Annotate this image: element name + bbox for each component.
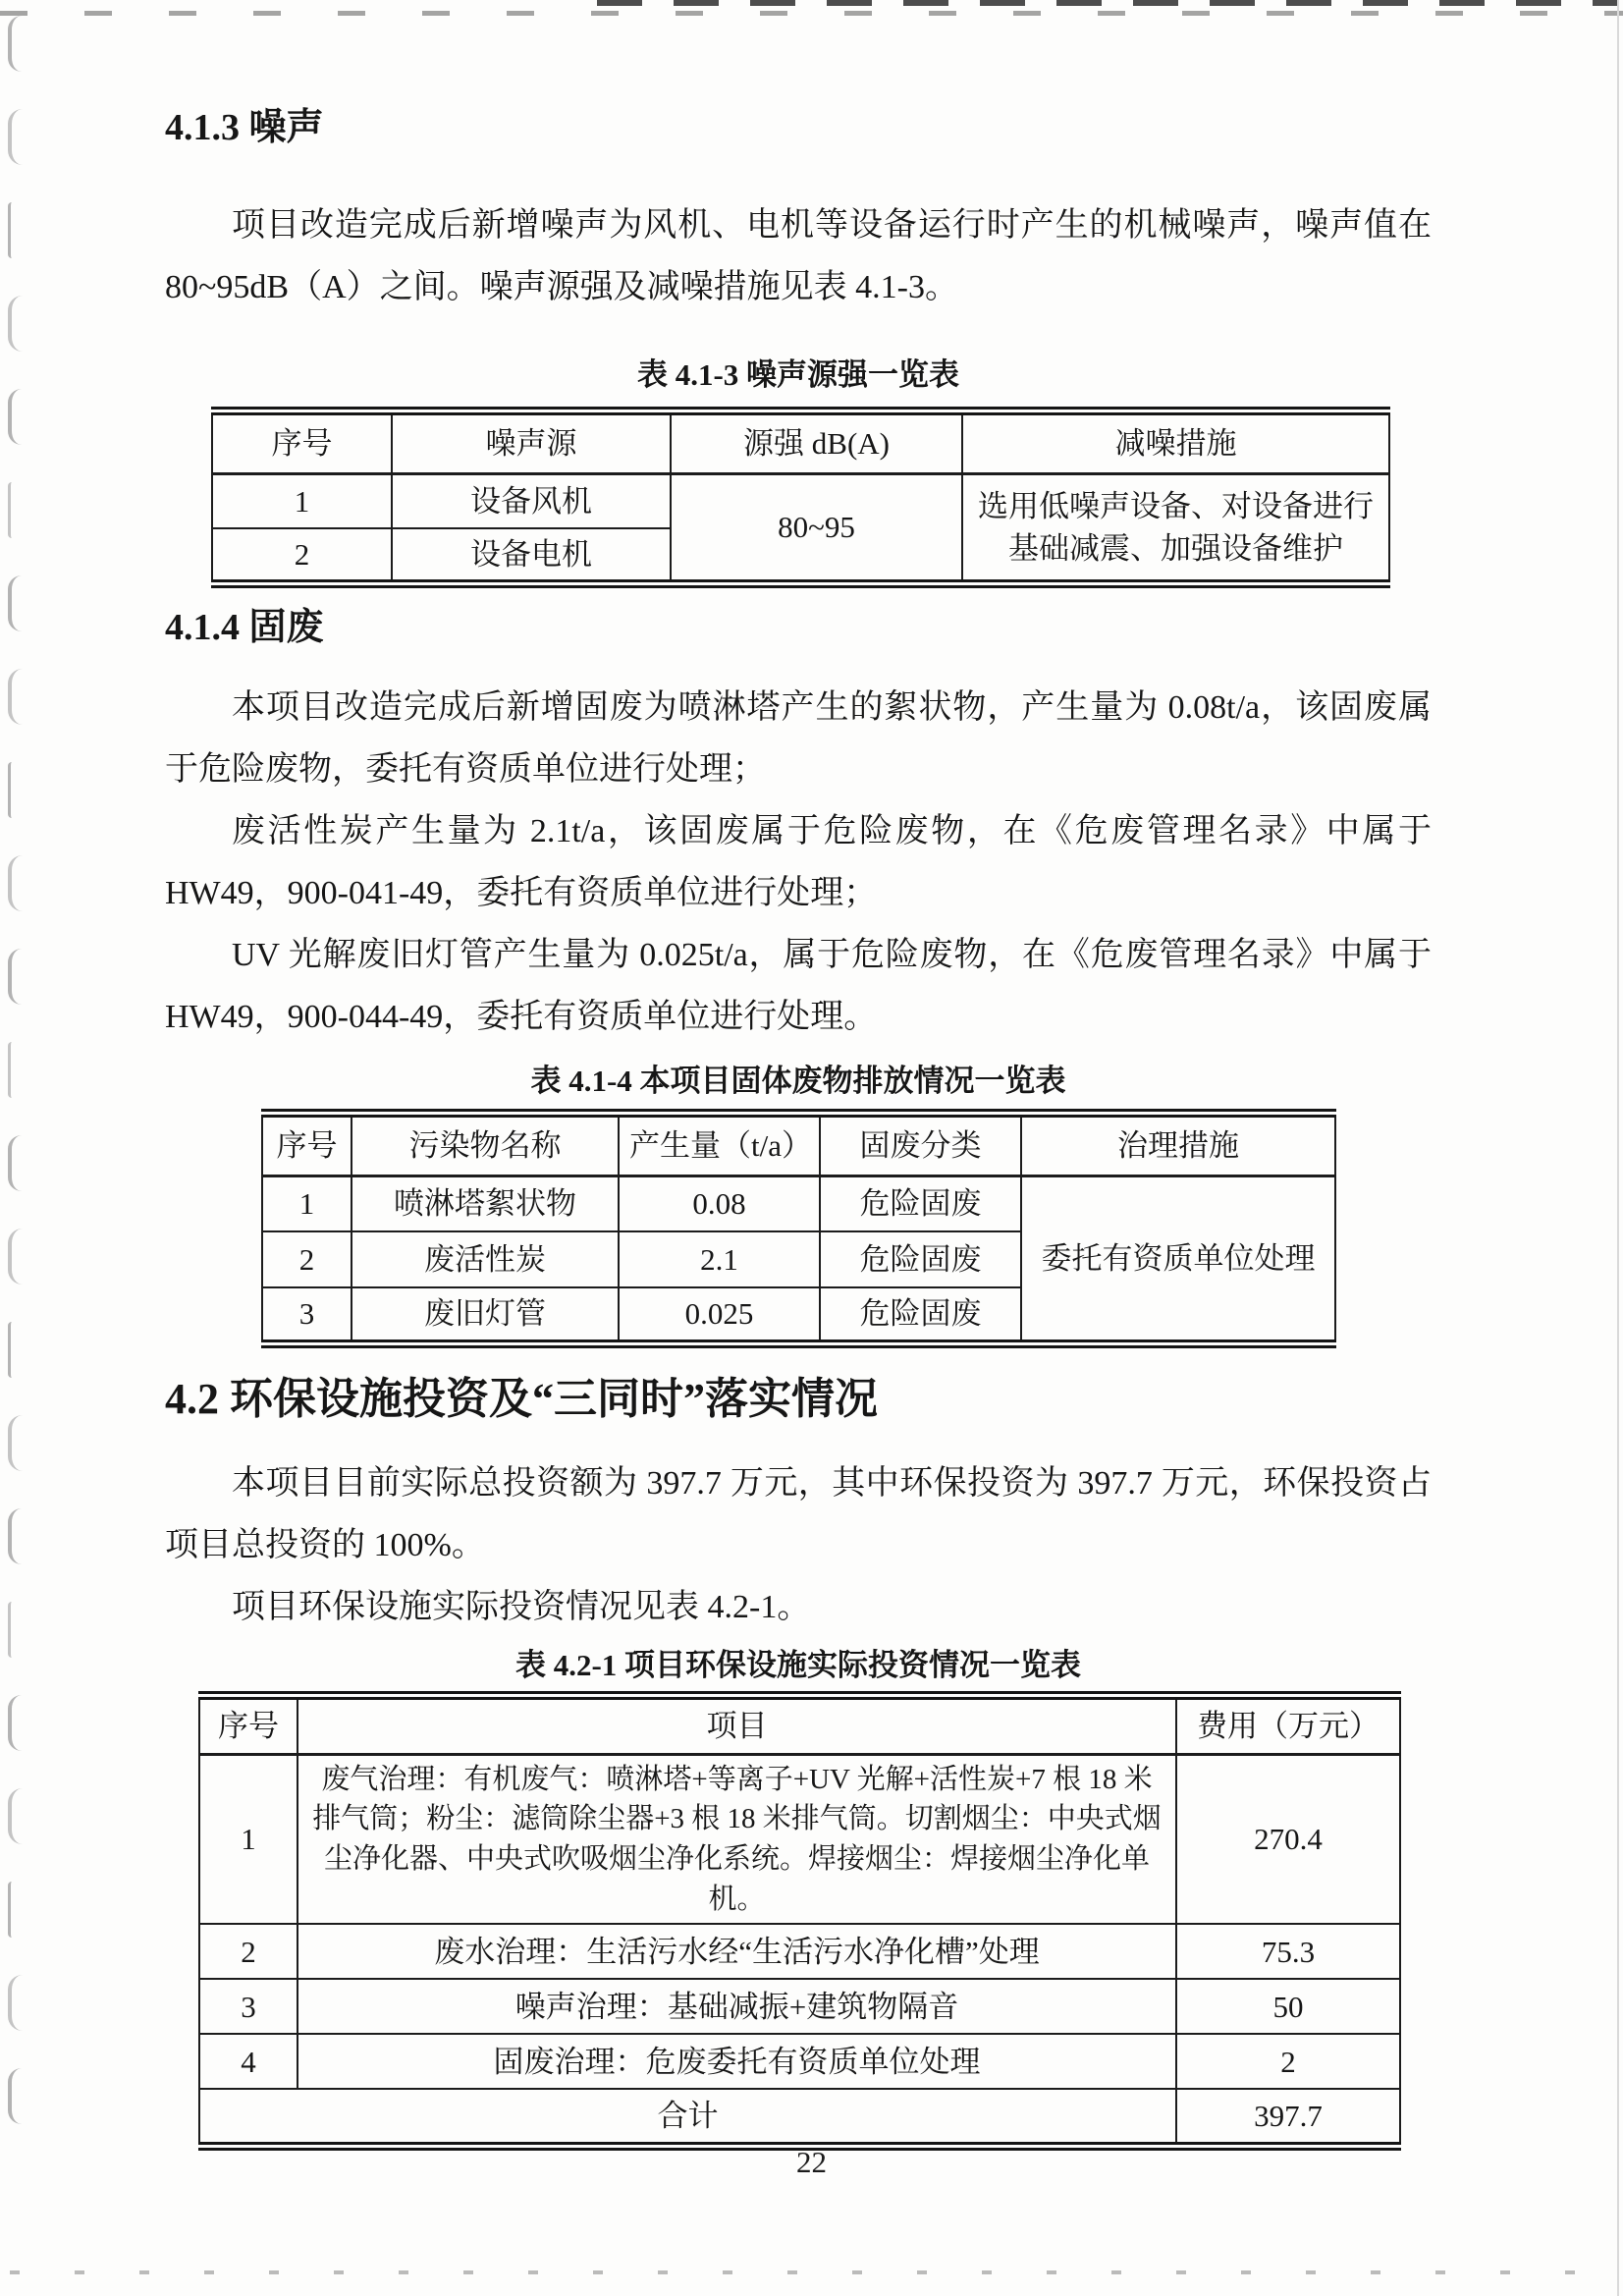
cell-total-label: 合计 [199,2089,1176,2146]
cell-category: 危险固废 [820,1231,1021,1287]
scan-binding-marks [8,16,35,2161]
cell-no: 2 [212,528,392,584]
cell-pollutant: 废活性炭 [352,1231,619,1287]
cell-item: 噪声治理：基础减振+建筑物隔音 [298,1979,1176,2034]
scan-artifact-right-edge [1617,0,1619,2296]
paragraph-investment-1: 本项目目前实际总投资额为 397.7 万元，其中环保投资为 397.7 万元，环保投资占项目总投资的 100%。 [165,1464,1432,1563]
cell-strength: 80~95 [671,474,962,584]
column-header: 治理措施 [1021,1113,1335,1175]
table-row [199,1695,1400,1754]
scan-binding-mark [8,482,23,538]
cell-cost: 75.3 [1176,1924,1400,1979]
cell-measure: 选用低噪声设备、对设备进行基础减震、加强设备维护 [962,474,1389,584]
scan-binding-mark [8,296,23,352]
paragraph-solid-waste-3: UV 光解废旧灯管产生量为 0.025t/a，属于危险废物，在《危废管理名录》中属于 HW49，900-044-49，委托有资质单位进行处理。 [165,936,1432,1035]
table-row [199,1754,1400,1924]
scan-binding-mark [8,1695,23,1751]
cell-pollutant: 喷淋塔絮状物 [352,1175,619,1231]
table-row [262,1113,1335,1175]
column-header: 序号 [199,1695,298,1754]
scan-binding-mark [8,762,23,818]
table-noise-caption: 表 4.1-3 噪声源强一览表 [636,357,960,392]
cell-no: 3 [262,1287,352,1343]
column-header: 减噪措施 [962,411,1389,474]
cell-cost: 50 [1176,1979,1400,2034]
cell-no: 1 [212,474,392,528]
table-noise-sources [211,407,1390,588]
cell-pollutant: 废旧灯管 [352,1287,619,1343]
column-header: 序号 [262,1113,352,1175]
cell-item: 废气治理：有机废气：喷淋塔+等离子+UV 光解+活性炭+7 根 18 米排气筒；粉尘：滤筒除尘器+3 根 18 米排气筒。切割烟尘：中央式烟尘净化器、中央式吹吸烟尘净化系统。焊接烟尘：焊接烟尘净化单机。 [298,1754,1176,1924]
scan-binding-mark [8,1508,23,1564]
cell-no: 2 [262,1231,352,1287]
scan-binding-mark [8,575,23,631]
table-row [199,1979,1400,2034]
cell-no: 4 [199,2034,298,2089]
scan-binding-mark [8,1788,23,1844]
column-header: 污染物名称 [352,1113,619,1175]
scan-binding-mark [8,1322,23,1378]
paragraph-solid-waste-1: 本项目改造完成后新增固废为喷淋塔产生的絮状物，产生量为 0.08t/a，该固废属于危险废物，委托有资质单位进行处理； [165,688,1432,788]
column-header: 源强 dB(A) [671,411,962,474]
scan-binding-mark [8,1229,23,1285]
scan-binding-mark [8,1882,23,1938]
cell-amount: 0.025 [619,1287,820,1343]
column-header: 产生量（t/a） [619,1113,820,1175]
paragraph-investment-2: 项目环保设施实际投资情况见表 4.2-1。 [232,1588,811,1625]
table-solid-waste-caption: 表 4.1-4 本项目固体废物排放情况一览表 [530,1063,1066,1098]
table-row [199,2034,1400,2089]
page-number: 22 [796,2145,827,2179]
heading-4-1-3-noise: 4.1.3 噪声 [165,107,324,148]
table-total-row [199,2089,1400,2146]
scan-binding-mark [8,1042,23,1098]
cell-amount: 0.08 [619,1175,820,1231]
cell-source: 设备电机 [392,528,671,584]
table-row [212,411,1389,474]
page-content [165,0,1432,2151]
heading-4-1-4-solid-waste: 4.1.4 固废 [165,606,324,648]
table-solid-waste [261,1109,1336,1348]
cell-total-value: 397.7 [1176,2089,1400,2146]
paragraph-noise: 项目改造完成后新增噪声为风机、电机等设备运行时产生的机械噪声，噪声值在 80~95dB（A）之间。噪声源强及减噪措施见表 4.1-3。 [165,207,1432,305]
cell-category: 危险固废 [820,1287,1021,1343]
cell-treatment: 委托有资质单位处理 [1021,1175,1335,1343]
scan-binding-mark [8,202,23,258]
scan-binding-mark [8,669,23,725]
cell-no: 3 [199,1979,298,2034]
column-header: 序号 [212,411,392,474]
scan-binding-mark [8,949,23,1005]
table-row [212,474,1389,528]
heading-4-2-investment: 4.2 环保设施投资及“三同时”落实情况 [165,1374,878,1423]
cell-item: 废水治理：生活污水经“生活污水净化槽”处理 [298,1924,1176,1979]
cell-amount: 2.1 [619,1231,820,1287]
scan-artifact-bottom-dashes [10,2270,1613,2274]
scan-binding-mark [8,1135,23,1191]
table-row [199,1924,1400,1979]
cell-no: 2 [199,1924,298,1979]
cell-item: 固废治理：危废委托有资质单位处理 [298,2034,1176,2089]
cell-cost: 270.4 [1176,1754,1400,1924]
scan-binding-mark [8,16,23,72]
scan-binding-mark [8,1602,23,1658]
scan-binding-mark [8,855,23,911]
column-header: 费用（万元） [1176,1695,1400,1754]
column-header: 固废分类 [820,1113,1021,1175]
scan-binding-mark [8,2068,23,2124]
scan-binding-mark [8,1415,23,1471]
table-investment [198,1691,1401,2151]
cell-category: 危险固废 [820,1175,1021,1231]
table-row [262,1175,1335,1231]
cell-source: 设备风机 [392,474,671,528]
scan-binding-mark [8,109,23,165]
cell-no: 1 [199,1754,298,1924]
column-header: 噪声源 [392,411,671,474]
table-investment-caption: 表 4.2-1 项目环保设施实际投资情况一览表 [514,1647,1082,1682]
cell-cost: 2 [1176,2034,1400,2089]
column-header: 项目 [298,1695,1176,1754]
scan-binding-mark [8,389,23,445]
scan-binding-mark [8,1975,23,2031]
cell-no: 1 [262,1175,352,1231]
paragraph-solid-waste-2: 废活性炭产生量为 2.1t/a，该固废属于危险废物，在《危废管理名录》中属于 HW49，900-041-49，委托有资质单位进行处理； [165,812,1432,911]
